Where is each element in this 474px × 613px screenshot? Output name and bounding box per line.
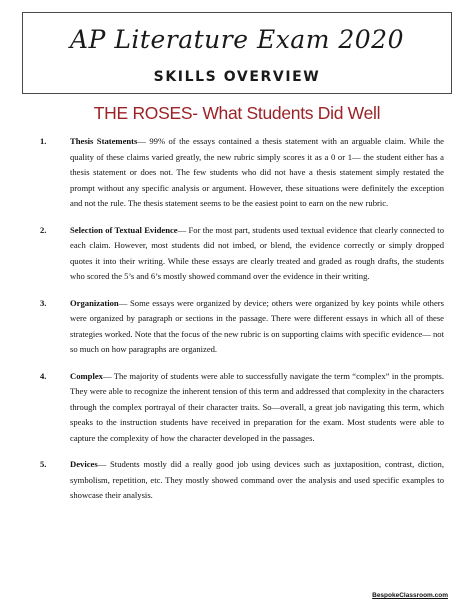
item-body: — Students mostly did a really good job using devices such as juxtaposition, contrast, diction, symbolism, repetition, etc. They mostly showed command over the analysis and used specific examples to showcase their analysis.: [70, 459, 444, 500]
item-term: Complex: [70, 370, 103, 381]
item-number: 5.: [40, 459, 47, 469]
header-box: [22, 12, 452, 94]
sub-title: SKILLS OVERVIEW: [153, 69, 321, 85]
item-term: Organization: [70, 297, 119, 308]
item-number: 1.: [40, 136, 47, 146]
main-title: AP Literature Exam 2020: [70, 25, 404, 54]
item-text: [70, 369, 444, 447]
footer-link[interactable]: BespokeClassroom.com: [372, 592, 448, 599]
item-body: — 99% of the essays contained a thesis statement with an arguable claim. While the quality of these claims varied greatly, the new rubric simply scores it as a 0 or 1— the student either has a thesis statement or does not. The few students who did not have a thesis statement simply restated the prompt without any specific analysis or argument. However, these situations were definitely the exception and not the rule. The thesis statement seems to be the easiest point to earn on the new rubric.: [70, 136, 444, 208]
item-number: 2.: [40, 224, 47, 235]
item-term: Devices: [70, 459, 98, 469]
skills-list: [40, 134, 444, 515]
list-item: [40, 457, 444, 504]
list-item: [40, 296, 444, 358]
section-title: THE ROSES- What Students Did Well: [93, 103, 381, 123]
item-term: Thesis Statements: [70, 136, 138, 146]
list-item: [40, 369, 444, 447]
item-body: — For the most part, students used textual evidence that clearly connected to each claim. However, most students did not imbed, or blend, the evidence correctly or simply dropped quotes it into their writing. While these essays are clearly treated and graded as rough drafts, the students who scored the 5’s and 6’s mostly showed command over the evidence in their writing.: [70, 224, 444, 281]
list-item: [40, 134, 444, 212]
item-body: — Some essays were organized by device; others were organized by key points while others were organized by paragraph or sections in the passage. There were different essays in which all of these strategies worked. Note that the focus of the new rubric is on supporting claims with specific evidence— not so much on how paragraphs are organized.: [70, 297, 444, 354]
item-text: [70, 134, 444, 212]
item-body: — The majority of students were able to successfully navigate the term “complex” in the prompts. They were able to recognize the inherent tension of this term and addressed that complexity in the characters through the complex portrayal of their character traits. So—overall, a great job navigating this term, which speaks to the instruction students have received in preparation for the exam. Most students were able to capture the complexity of how the character developed in the passages.: [70, 370, 444, 443]
item-text: [70, 296, 444, 358]
item-text: [70, 223, 444, 285]
item-number: 4.: [40, 370, 47, 381]
item-number: 3.: [40, 297, 47, 308]
item-text: [70, 457, 444, 504]
list-item: [40, 223, 444, 285]
item-term: Selection of Textual Evidence: [70, 224, 178, 235]
